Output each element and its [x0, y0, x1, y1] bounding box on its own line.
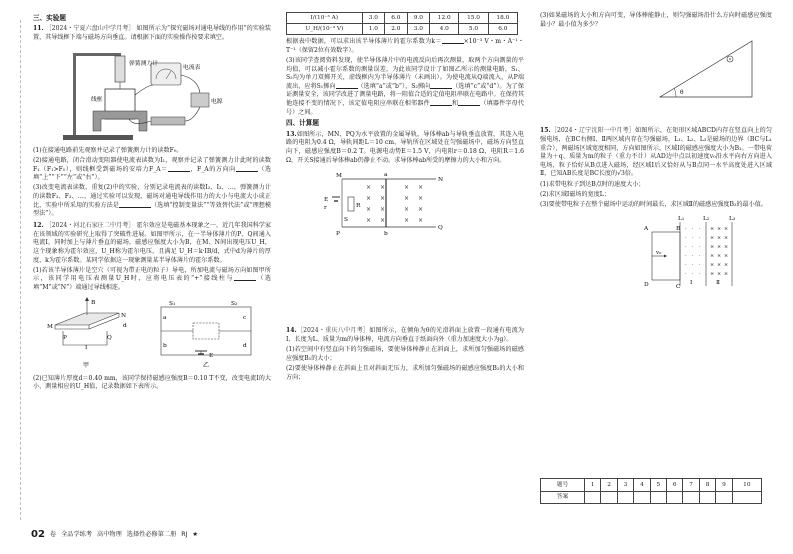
field-cross: ×	[717, 234, 722, 241]
field-cross: ×	[380, 184, 386, 192]
power-supply	[191, 93, 209, 107]
region-marks	[685, 226, 728, 277]
q12-part2: (2)已知薄片厚度d＝0.40 mm，该同学保持磁感应强度B＝0.10 T不变，改变电流I的大小，测量相应的U_H值，记录数据如下表所示。	[33, 374, 271, 391]
q14-part3: (3)如果磁场的大小和方向可变，导体棒能静止，则匀强磁场沿什么方向时磁感应强度最小？最小值为多少？	[540, 12, 772, 28]
label-jia: 甲	[83, 361, 90, 369]
question-number: 9	[716, 479, 732, 492]
answer-cell[interactable]	[585, 491, 601, 504]
label-spring-scale: 弹簧测力计	[129, 60, 158, 67]
field-cross: ×	[724, 243, 729, 250]
answer-blank[interactable]	[236, 166, 258, 172]
q12-text: 霍尔效应是电磁基本现象之一，近几年我国科学家在该领域的实验研究上取得了突破性进展。如图甲所示，在一半导体薄片的P、Q间通入电流I，同时加上与薄片垂直的磁场，磁感应强度大小为B，在M、N间出现电压U_H，这个现象称为霍尔效应，U_H称为霍尔电压，且满足 U_H＝k·IB/d，式中d为薄片的厚度，k为霍尔系数。某同学依据这一现象测量某半导体薄片的霍尔系数。	[33, 221, 272, 264]
svg-text:b: b	[384, 231, 388, 238]
binding-gutter	[20, 20, 24, 520]
q12-calc: 根据表中数据，可以求出该半导体薄片的霍尔系数为k＝ ×10⁻³ V・m・A⁻¹・T⁻¹（保留2位有效数字）。	[286, 38, 524, 54]
field-cross: ×	[366, 195, 372, 203]
svg-text:E: E	[209, 352, 214, 359]
answer-blank[interactable]	[430, 100, 452, 106]
field-cross: ×	[710, 261, 715, 268]
answer-blank[interactable]	[119, 202, 151, 208]
svg-text:B: B	[91, 299, 96, 306]
field-dot: ·	[699, 252, 701, 259]
question-number: 4	[634, 479, 650, 492]
stand-arm	[73, 53, 121, 56]
svg-text:Ⅱ: Ⅱ	[716, 279, 720, 286]
svg-text:a: a	[163, 314, 167, 321]
svg-text:D: D	[644, 281, 649, 288]
field-dot: ·	[699, 261, 701, 268]
field-dot: ·	[685, 252, 687, 259]
svg-text:L₂: L₂	[703, 215, 710, 222]
answer-blank[interactable]	[336, 83, 358, 89]
svg-text:M: M	[47, 323, 53, 330]
q11-number: 11.	[33, 25, 44, 33]
field-cross: ×	[710, 243, 715, 250]
field-cross: ×	[724, 225, 729, 232]
column-right	[540, 12, 772, 294]
svg-text:M: M	[336, 173, 342, 180]
field-dot: ·	[692, 225, 694, 232]
field-cross: ×	[418, 206, 424, 214]
q12-number: 12.	[33, 221, 44, 229]
q12-part1: (1)若该半导体薄片是空穴（可视为带正电的粒子）导电，所加电流与磁场方向如图甲所示，该同学用电压表测量U_H时，应将电压表的“+”接线柱与 （选填“M”或“N”）端通过导线相连。	[33, 266, 271, 292]
answer-cell[interactable]	[716, 491, 732, 504]
q12-fig-jia	[47, 297, 127, 369]
svg-text:S₂: S₂	[231, 300, 238, 307]
column-left	[33, 12, 271, 394]
svg-text:N: N	[121, 312, 127, 319]
q11-part3: (3)改变电流表读数，重复(2)中的实验，分别记录电流表的读数I₂、I₃、…，弹簧测力计的读数F₂、F₃、…，通过实验可以发现，磁场对通电导线作用力的大小与电流大小成正比，实验中所采用的实验方法是 （选填“控制变量法”“等效替代法”或“理想模型法”）。	[33, 184, 272, 218]
svg-text:v₀: v₀	[656, 249, 662, 256]
field-dot: ·	[699, 225, 701, 232]
field-dot: ·	[685, 243, 687, 250]
answer-cell[interactable]	[683, 491, 699, 504]
field-cross: ×	[404, 195, 410, 203]
q12-fig-yi	[161, 301, 251, 369]
hall-data-table	[286, 12, 518, 35]
u-magnet	[93, 111, 147, 131]
question-number: 8	[699, 479, 715, 492]
field-cross: ×	[366, 206, 372, 214]
label-yi: 乙	[203, 361, 210, 369]
q11-text: 如图所示为“探究磁场对通电导线的作用”的实验装置，其导线框下端与磁场方向垂直。请根据下面的实验操作按要求填空。	[33, 25, 272, 41]
column-middle	[286, 12, 524, 384]
field-cross: ×	[710, 252, 715, 259]
svg-text:d: d	[123, 322, 127, 329]
svg-text:R: R	[356, 203, 361, 210]
spring-scale	[115, 56, 125, 82]
q13-text: 13.如图所示，MN、PQ为水平放置的金属导轨，导体棒ab与导轨垂直放置，其连入电路的电阻为0.4 Ω，导轨间距L＝10 cm，导轨所在区域处在匀强磁场中，磁场方向竖直向下，磁感应强度B＝0.2 T。电源电动势E＝1.5 V，内电阻r＝0.18 Ω，电阻R＝1.6 Ω，开关S接通后导体棒ab仍静止不动。求导体棒ab所受的摩擦力的大小和方向。	[286, 130, 524, 164]
field-dot: ·	[699, 234, 701, 241]
question-number: 10	[732, 479, 761, 492]
field-cross: ×	[404, 206, 410, 214]
field-dot: ·	[699, 270, 701, 277]
page-number: 02	[31, 529, 45, 540]
field-dot: ·	[685, 261, 687, 268]
label-ammeter: 电流表	[183, 64, 201, 71]
field-cross: ×	[404, 184, 410, 192]
svg-text:L₃: L₃	[729, 215, 736, 222]
svg-text:L₁: L₁	[678, 215, 685, 222]
svg-text:I: I	[85, 344, 88, 351]
svg-text:S₁: S₁	[169, 300, 176, 307]
answer-label: 答案	[541, 491, 585, 504]
q12-source: ［2024・河北石家庄二中月考］	[45, 221, 135, 229]
answer-blank[interactable]	[458, 100, 480, 106]
answer-cell[interactable]	[667, 491, 683, 504]
field-cross: ×	[724, 270, 729, 277]
answer-cell[interactable]	[650, 491, 666, 504]
question-number: 2	[601, 479, 617, 492]
svg-text:a: a	[384, 172, 388, 179]
field-cross: ×	[724, 252, 729, 259]
table-row: U_H/(10⁻³ V) 1.0 2.0 3.0 4.0 5.0 6.0	[287, 24, 518, 35]
q15-part3: (3)要使带电粒子在整个磁场中运动的时间最长，求区域Ⅱ的磁感应强度B₂的最小值。	[540, 201, 767, 209]
question-number: 3	[617, 479, 633, 492]
question-number: 1	[585, 479, 601, 492]
q11-intro	[33, 25, 271, 42]
question-number: 5	[650, 479, 666, 492]
section-title: 四、计算题	[286, 119, 319, 128]
answer-cell[interactable]	[732, 491, 761, 504]
label-frame: 线框	[91, 96, 103, 103]
field-cross: ×	[366, 184, 372, 192]
svg-text:E: E	[324, 197, 329, 204]
question-number: 6	[667, 479, 683, 492]
section-title: 三、实验题	[33, 14, 66, 22]
q12-part3: (3)该同学查阅资料发现，使半导体薄片中的电流反向后再次测量，取两个方向测量的平均值，可以减小霍尔系数的测量误差，为此该同学设计了如图乙所示的测量电路，S₁、S₂均为单刀双掷开关，虚线框内为半导体薄片（未画出）。为使电流从Q端流入，从P端流出，应将S₁掷向 （选填“a”或“b”），S₂掷向 （选填“c”或“d”）。为了保证测量安全，该同学改进了测量电路，将一阻值合适的定值电阻串联在电路中。在保持其他连接不变的情况下，该定值电阻应串联在相邻器件 和 （填器件字母代号）之间。	[286, 56, 525, 116]
field-cross: ×	[418, 184, 424, 192]
field-dot: ·	[692, 261, 694, 268]
field-cross: ×	[418, 217, 424, 225]
svg-text:b: b	[163, 342, 167, 349]
field-dot: ·	[692, 243, 694, 250]
svg-text:C: C	[676, 283, 681, 290]
svg-text:Q: Q	[438, 225, 443, 232]
field-dot: ·	[692, 234, 694, 241]
svg-text:S: S	[344, 217, 348, 224]
field-dot: ·	[685, 234, 687, 241]
field-cross: ×	[380, 206, 386, 214]
q12-figures	[33, 295, 271, 373]
svg-text:Q: Q	[107, 334, 112, 341]
magnetic-field-marks	[366, 184, 423, 224]
svg-text:c: c	[243, 314, 247, 321]
q11-part2: (2)接通电路，闭合滑动变阻器使电流表读数为I₁，观察并记录了弹簧测力计此时的读数F₁（F₁>F₀），则线框受到磁场的安培力F_A＝ ，F_A的方向向 （选填“上”“下”“左”或“右”）。	[33, 156, 271, 182]
field-cross: ×	[717, 270, 722, 277]
q13-figure	[286, 167, 524, 241]
stand-pole	[73, 53, 76, 135]
field-cross: ×	[724, 261, 729, 268]
field-cross: ×	[380, 195, 386, 203]
answer-cell[interactable]	[634, 491, 650, 504]
svg-text:d: d	[243, 342, 247, 349]
q11-apparatus-figure	[33, 45, 271, 145]
question-number-label: 题号	[541, 479, 585, 492]
field-cross: ×	[724, 234, 729, 241]
table-row	[541, 491, 762, 504]
answer-cell[interactable]	[617, 491, 633, 504]
label-power: 电源	[211, 98, 223, 105]
field-cross: ×	[717, 225, 722, 232]
svg-text:P: P	[63, 334, 67, 341]
field-cross: ×	[710, 225, 715, 232]
table-row	[541, 479, 762, 492]
svg-text:r: r	[324, 205, 327, 212]
stand-base	[63, 135, 133, 140]
field-cross: ×	[380, 217, 386, 225]
field-dot: ·	[685, 225, 687, 232]
q15-text: 15.［2024・辽宁沈阳一中月考］如图所示，在矩形区域ABCD内存在竖直向上的匀强电场，在BC右侧Ⅰ、Ⅱ两区域内存在匀强磁场，L₁、L₂、L₃是磁场的边界（BC与L₁重合），两磁场区域宽度相同，方向如图所示，区域Ⅰ的磁感应强度大小为B₁。一带电荷量为＋q、质量为m的粒子（重力不计）从AD边中点以初速度v₀沿水平向右方向进入电场，粒子恰好从B点进入磁场，经区域Ⅰ后又恰好从与B点同一水平高度处进入区域Ⅱ，已知AB长度是BC长度的√3倍。	[540, 127, 772, 178]
q15-part1: (1)求带电粒子到达B点时的速度大小；	[540, 180, 645, 188]
answer-grid	[540, 478, 762, 504]
svg-text:θ: θ	[680, 90, 684, 97]
field-cross: ×	[717, 252, 722, 259]
q14-part1: (1)若空间中有竖直向下的匀强磁场，要使导体棒静止在斜面上，求所加匀强磁场的磁感应强度B₁的大小；	[286, 346, 524, 362]
answer-blank[interactable]	[234, 275, 256, 281]
rheostat	[151, 117, 185, 125]
field-cross: ×	[717, 243, 722, 250]
svg-text:A: A	[644, 225, 649, 232]
table-row: I/(10⁻³ A) 3.0 6.0 9.0 12.0 15.0 18.0	[287, 13, 518, 24]
q11-source: ［2024・宁夏六盘山中学月考］	[45, 25, 135, 33]
q15-field-figure	[540, 212, 772, 292]
q12-intro	[33, 222, 271, 265]
q14-text: 14.［2024・重庆八中月考］如图所示，在倾角为θ的光滑斜面上放置一段通有电流为I、长度为L、质量为m的导体棒，电流方向垂直于纸面向外（重力加速度大小为g）。	[286, 327, 524, 343]
field-dot: ·	[699, 243, 701, 250]
svg-text:B: B	[676, 225, 681, 232]
answer-blank[interactable]	[168, 166, 190, 172]
svg-text:Ⅰ: Ⅰ	[690, 279, 693, 286]
field-cross: ×	[366, 217, 372, 225]
answer-cell[interactable]	[699, 491, 715, 504]
page-footer: 02 卷 全品学练考 高中物理 选择性必修第二册 RJ ★	[31, 529, 198, 540]
answer-blank[interactable]	[430, 83, 452, 89]
answer-blank[interactable]	[442, 38, 464, 44]
q14-part2: (2)要使导体棒静止在斜面上且对斜面无压力，求所加匀强磁场的磁感应强度B₂的大小和方向；	[286, 365, 524, 381]
q14-incline-figure	[540, 31, 772, 103]
field-cross: ×	[710, 234, 715, 241]
field-dot: ·	[685, 270, 687, 277]
svg-text:P: P	[336, 231, 340, 238]
field-cross: ×	[418, 195, 424, 203]
field-dot: ·	[692, 252, 694, 259]
field-cross: ×	[710, 270, 715, 277]
field-cross: ×	[404, 217, 410, 225]
q15-part2: (2)求区域Ⅰ磁场的宽度L；	[540, 190, 610, 198]
svg-text:N: N	[438, 177, 444, 184]
answer-cell[interactable]	[601, 491, 617, 504]
field-dot: ·	[692, 270, 694, 277]
q11-part1: (1)在接通电路前先观察并记录了弹簧测力计的读数F₀。	[33, 146, 183, 154]
question-number: 7	[683, 479, 699, 492]
field-cross: ×	[717, 261, 722, 268]
